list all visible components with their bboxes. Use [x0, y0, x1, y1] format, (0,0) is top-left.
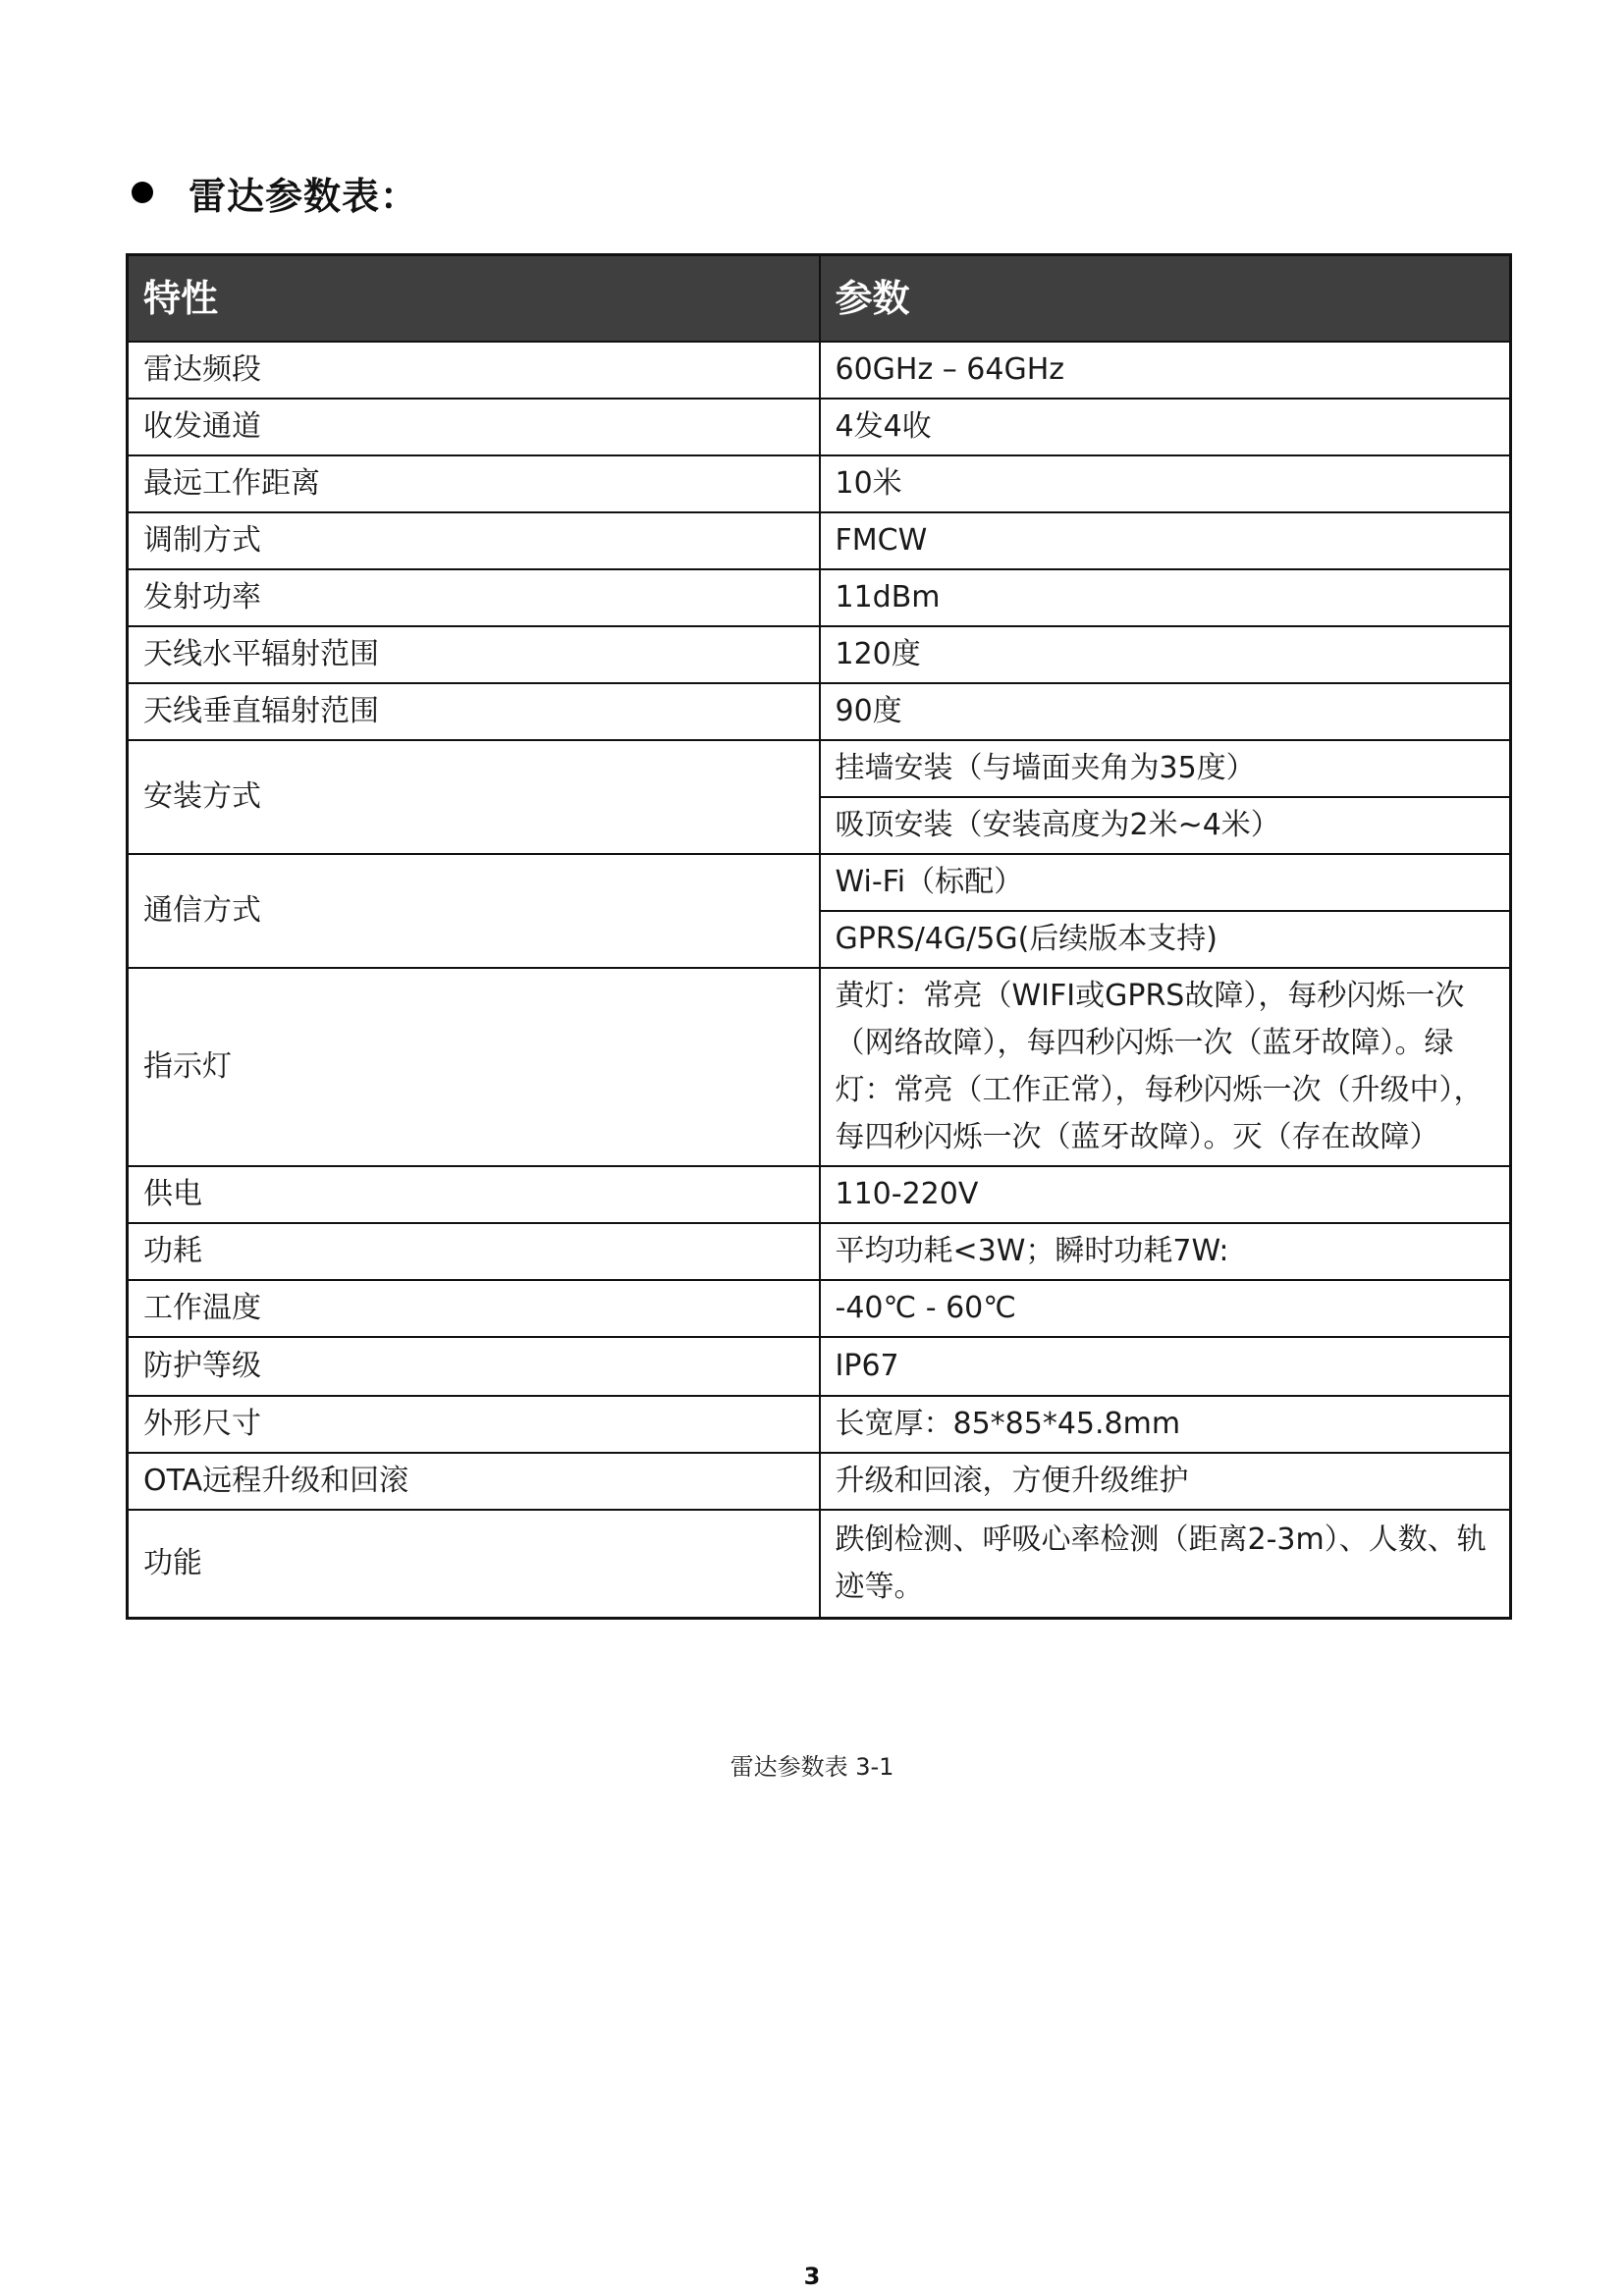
row-value: -40℃ - 60℃ — [820, 1280, 1511, 1337]
table-row — [128, 683, 1511, 740]
table-row — [128, 399, 1511, 455]
table-row — [128, 512, 1511, 569]
table-row — [128, 626, 1511, 683]
table-row — [128, 968, 1511, 1166]
section-title: 雷达参数表： — [189, 174, 419, 218]
row-value: 10米 — [820, 455, 1511, 512]
row-value: 长宽厚：85*85*45.8mm — [820, 1396, 1511, 1453]
page-number: 3 — [803, 2263, 821, 2290]
table-row — [128, 342, 1511, 399]
row-label: 收发通道 — [128, 399, 820, 455]
row-label: 发射功率 — [128, 569, 820, 626]
row-value: FMCW — [820, 512, 1511, 569]
row-label: 工作温度 — [128, 1280, 820, 1337]
table-row — [128, 455, 1511, 512]
row-value: 11dBm — [820, 569, 1511, 626]
section-heading — [132, 165, 418, 220]
table-row — [128, 854, 1511, 911]
row-label: OTA远程升级和回滚 — [128, 1453, 820, 1510]
row-value: 平均功耗<3W；瞬时功耗7W: — [820, 1223, 1511, 1280]
row-value: Wi-Fi（标配） — [820, 854, 1511, 911]
row-value: 吸顶安装（安装高度为2米~4米） — [820, 797, 1511, 854]
header-feature: 特性 — [128, 255, 820, 343]
row-value: 升级和回滚，方便升级维护 — [820, 1453, 1511, 1510]
table-row — [128, 569, 1511, 626]
table-row — [128, 1166, 1511, 1223]
bullet-icon — [132, 182, 153, 203]
table-row — [128, 1223, 1511, 1280]
row-label: 外形尺寸 — [128, 1396, 820, 1453]
row-label: 功耗 — [128, 1223, 820, 1280]
row-label: 天线水平辐射范围 — [128, 626, 820, 683]
row-label: 调制方式 — [128, 512, 820, 569]
row-value: 60GHz – 64GHz — [820, 342, 1511, 399]
row-label: 供电 — [128, 1166, 820, 1223]
row-value: 挂墙安装（与墙面夹角为35度） — [820, 740, 1511, 797]
row-value: 110-220V — [820, 1166, 1511, 1223]
table-row — [128, 1396, 1511, 1453]
row-label: 功能 — [128, 1510, 820, 1619]
table-row — [128, 1510, 1511, 1619]
table-row — [128, 1337, 1511, 1396]
table-row — [128, 740, 1511, 797]
row-label: 雷达频段 — [128, 342, 820, 399]
table-row — [128, 1453, 1511, 1510]
table-caption: 雷达参数表 3-1 — [730, 1753, 894, 1781]
row-value: 90度 — [820, 683, 1511, 740]
row-value: GPRS/4G/5G(后续版本支持) — [820, 911, 1511, 968]
table-header-row — [128, 255, 1511, 343]
row-value: 120度 — [820, 626, 1511, 683]
row-label: 通信方式 — [128, 854, 820, 968]
radar-spec-table — [126, 253, 1512, 1620]
row-value: 4发4收 — [820, 399, 1511, 455]
row-label: 指示灯 — [128, 968, 820, 1166]
row-label: 天线垂直辐射范围 — [128, 683, 820, 740]
row-value: 跌倒检测、呼吸心率检测（距离2-3m）、人数、轨迹等。 — [820, 1510, 1511, 1619]
row-label: 安装方式 — [128, 740, 820, 854]
header-parameter: 参数 — [820, 255, 1511, 343]
row-label: 防护等级 — [128, 1337, 820, 1396]
row-value: IP67 — [820, 1337, 1511, 1396]
row-label: 最远工作距离 — [128, 455, 820, 512]
row-value: 黄灯：常亮（WIFI或GPRS故障），每秒闪烁一次（网络故障），每四秒闪烁一次（蓝牙故障）。绿灯：常亮（工作正常），每秒闪烁一次（升级中），每四秒闪烁一次（蓝牙故障）。灭（存在故障） — [820, 968, 1511, 1166]
table-row — [128, 1280, 1511, 1337]
